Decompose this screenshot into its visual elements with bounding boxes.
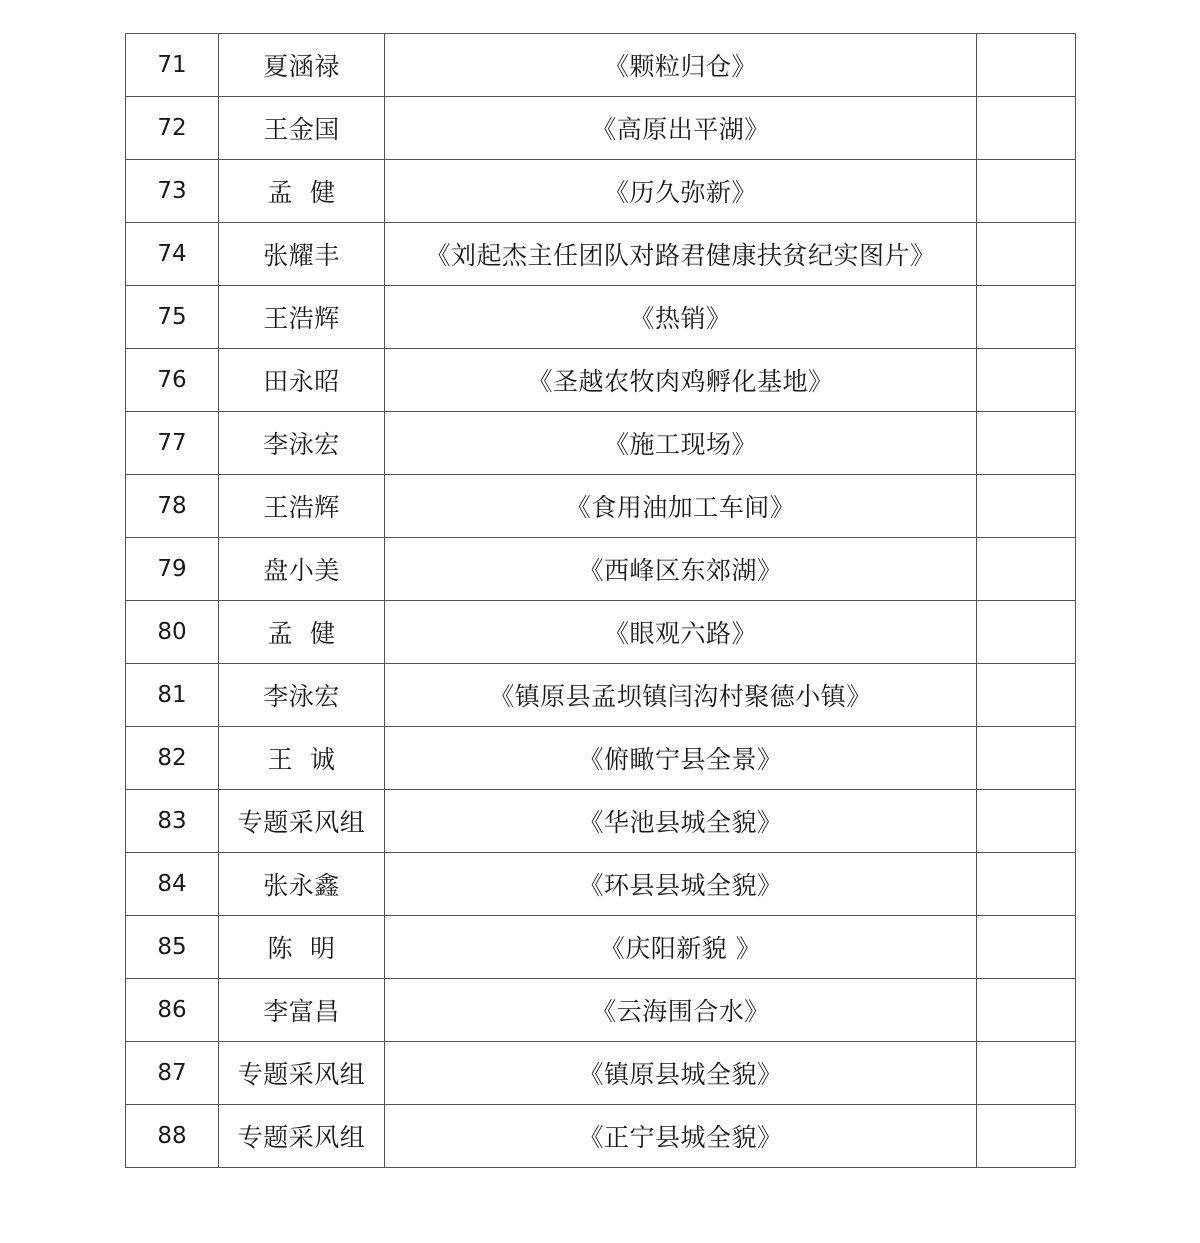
row-number-cell: 78 [126,475,219,538]
author-cell: 李富昌 [219,979,385,1042]
author-cell: 夏涵禄 [219,34,385,97]
row-number-cell: 79 [126,538,219,601]
author-cell: 王浩辉 [219,475,385,538]
remark-cell [977,349,1076,412]
remark-cell [977,727,1076,790]
remark-cell [977,601,1076,664]
entries-table-body [126,34,1076,1168]
table-row [126,349,1076,412]
author-cell: 田永昭 [219,349,385,412]
row-number-cell: 85 [126,916,219,979]
row-number-cell: 73 [126,160,219,223]
remark-cell [977,1042,1076,1105]
author-cell: 孟 健 [219,601,385,664]
work-title-cell: 《刘起杰主任团队对路君健康扶贫纪实图片》 [385,223,977,286]
row-number-cell: 86 [126,979,219,1042]
remark-cell [977,412,1076,475]
remark-cell [977,475,1076,538]
remark-cell [977,916,1076,979]
work-title-cell: 《热销》 [385,286,977,349]
author-cell: 专题采风组 [219,790,385,853]
row-number-cell: 75 [126,286,219,349]
work-title-cell: 《眼观六路》 [385,601,977,664]
remark-cell [977,790,1076,853]
row-number-cell: 82 [126,727,219,790]
table-row [126,727,1076,790]
row-number-cell: 74 [126,223,219,286]
work-title-cell: 《庆阳新貌 》 [385,916,977,979]
row-number-cell: 87 [126,1042,219,1105]
table-row [126,664,1076,727]
table-row [126,538,1076,601]
work-title-cell: 《云海围合水》 [385,979,977,1042]
work-title-cell: 《环县县城全貌》 [385,853,977,916]
remark-cell [977,853,1076,916]
remark-cell [977,160,1076,223]
author-cell: 李泳宏 [219,664,385,727]
work-title-cell: 《施工现场》 [385,412,977,475]
table-row [126,97,1076,160]
remark-cell [977,34,1076,97]
work-title-cell: 《镇原县孟坝镇闫沟村聚德小镇》 [385,664,977,727]
table-row [126,853,1076,916]
work-title-cell: 《历久弥新》 [385,160,977,223]
table-row [126,34,1076,97]
work-title-cell: 《高原出平湖》 [385,97,977,160]
table-row [126,979,1076,1042]
remark-cell [977,538,1076,601]
author-cell: 李泳宏 [219,412,385,475]
author-cell: 孟 健 [219,160,385,223]
row-number-cell: 80 [126,601,219,664]
author-cell: 王浩辉 [219,286,385,349]
work-title-cell: 《西峰区东郊湖》 [385,538,977,601]
table-row [126,223,1076,286]
author-cell: 张耀丰 [219,223,385,286]
work-title-cell: 《颗粒归仓》 [385,34,977,97]
remark-cell [977,223,1076,286]
work-title-cell: 《食用油加工车间》 [385,475,977,538]
table-row [126,916,1076,979]
table-row [126,601,1076,664]
table-row [126,160,1076,223]
work-title-cell: 《正宁县城全貌》 [385,1105,977,1168]
work-title-cell: 《圣越农牧肉鸡孵化基地》 [385,349,977,412]
row-number-cell: 71 [126,34,219,97]
work-title-cell: 《俯瞰宁县全景》 [385,727,977,790]
remark-cell [977,979,1076,1042]
remark-cell [977,97,1076,160]
table-row [126,1105,1076,1168]
work-title-cell: 《镇原县城全貌》 [385,1042,977,1105]
row-number-cell: 84 [126,853,219,916]
author-cell: 王金国 [219,97,385,160]
remark-cell [977,664,1076,727]
work-title-cell: 《华池县城全貌》 [385,790,977,853]
entries-table [125,33,1076,1168]
row-number-cell: 76 [126,349,219,412]
table-row [126,286,1076,349]
table-row [126,790,1076,853]
author-cell: 王 诚 [219,727,385,790]
author-cell: 专题采风组 [219,1105,385,1168]
row-number-cell: 81 [126,664,219,727]
author-cell: 专题采风组 [219,1042,385,1105]
row-number-cell: 72 [126,97,219,160]
remark-cell [977,1105,1076,1168]
row-number-cell: 88 [126,1105,219,1168]
author-cell: 陈 明 [219,916,385,979]
table-row [126,475,1076,538]
author-cell: 张永鑫 [219,853,385,916]
table-row [126,1042,1076,1105]
row-number-cell: 77 [126,412,219,475]
row-number-cell: 83 [126,790,219,853]
table-row [126,412,1076,475]
author-cell: 盘小美 [219,538,385,601]
remark-cell [977,286,1076,349]
